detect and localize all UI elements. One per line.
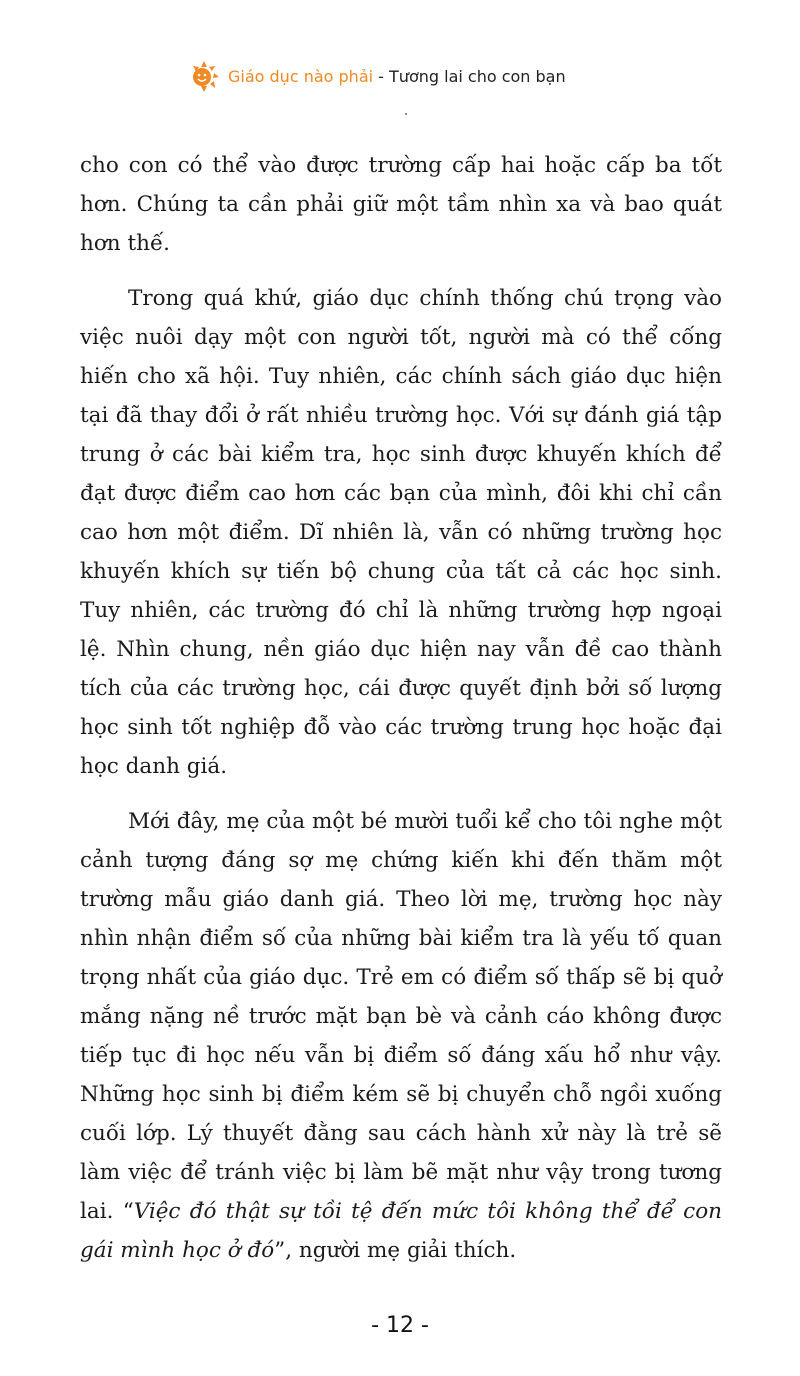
book-series-title: Giáo dục nào phải — [228, 66, 374, 86]
header-separator: - — [373, 66, 390, 86]
mother-quote: Việc đó thật sự tồi tệ đến mức tôi không thể để con gái mình học ở đó — [80, 1199, 723, 1263]
sun-face-logo-icon — [186, 58, 222, 94]
paragraph-3-ending: ”, người mẹ giải thích. — [274, 1238, 517, 1263]
book-subtitle: Tương lai cho con bạn — [389, 66, 566, 86]
page-body — [80, 146, 722, 1286]
paragraph-3 — [80, 802, 722, 1270]
paragraph-2: Trong quá khứ, giáo dục chính thống chú trọng vào việc nuôi dạy một con người tốt, người mà có thể cống hiến cho xã hội. Tuy nhiên, các chính sách giáo dục hiện tại đã thay đổi ở rất nhiều trường học. Với sự đánh giá tập trung ở các bài kiểm tra, học sinh được khuyến khích để đạt được điểm cao hơn các bạn của mình, đôi khi chỉ cần cao hơn một điểm. Dĩ nhiên là, vẫn có những trường học khuyến khích sự tiến bộ chung của tất cả các học sinh. Tuy nhiên, các trường đó chỉ là những trường hợp ngoại lệ. Nhìn chung, nền giáo dục hiện nay vẫn đề cao thành tích của các trường học, cái được quyết định bởi số lượng học sinh tốt nghiệp đỗ vào các trường trung học hoặc đại học danh giá. — [80, 286, 722, 779]
paragraph-3-text: Mới đây, mẹ của một bé mười tuổi kể cho tôi nghe một cảnh tượng đáng sợ mẹ chứng kiến khi đến thăm một trường mẫu giáo danh giá. Theo lời mẹ, trường học này nhìn nhận điểm số của những bài kiểm tra là yếu tố quan trọng nhất của giáo dục. Trẻ em có điểm số thấp sẽ bị quở mắng nặng nề trước mặt bạn bè và cảnh cáo không được tiếp tục đi học nếu vẫn bị điểm số đáng xấu hổ như vậy. Những học sinh bị điểm kém sẽ bị chuyển chỗ ngồi xuống cuối lớp. Lý thuyết đằng sau cách hành xử này là trẻ sẽ làm việc để tránh việc bị làm bẽ mặt như vậy trong tương lai. “ — [80, 809, 722, 1224]
paragraph-1: cho con có thể vào được trường cấp hai hoặc cấp ba tốt hơn. Chúng ta cần phải giữ một tầm nhìn xa và bao quát hơn thế. — [80, 153, 722, 256]
page-number: - 12 - — [371, 1313, 429, 1338]
header-dot — [405, 113, 407, 115]
running-header — [186, 56, 566, 96]
